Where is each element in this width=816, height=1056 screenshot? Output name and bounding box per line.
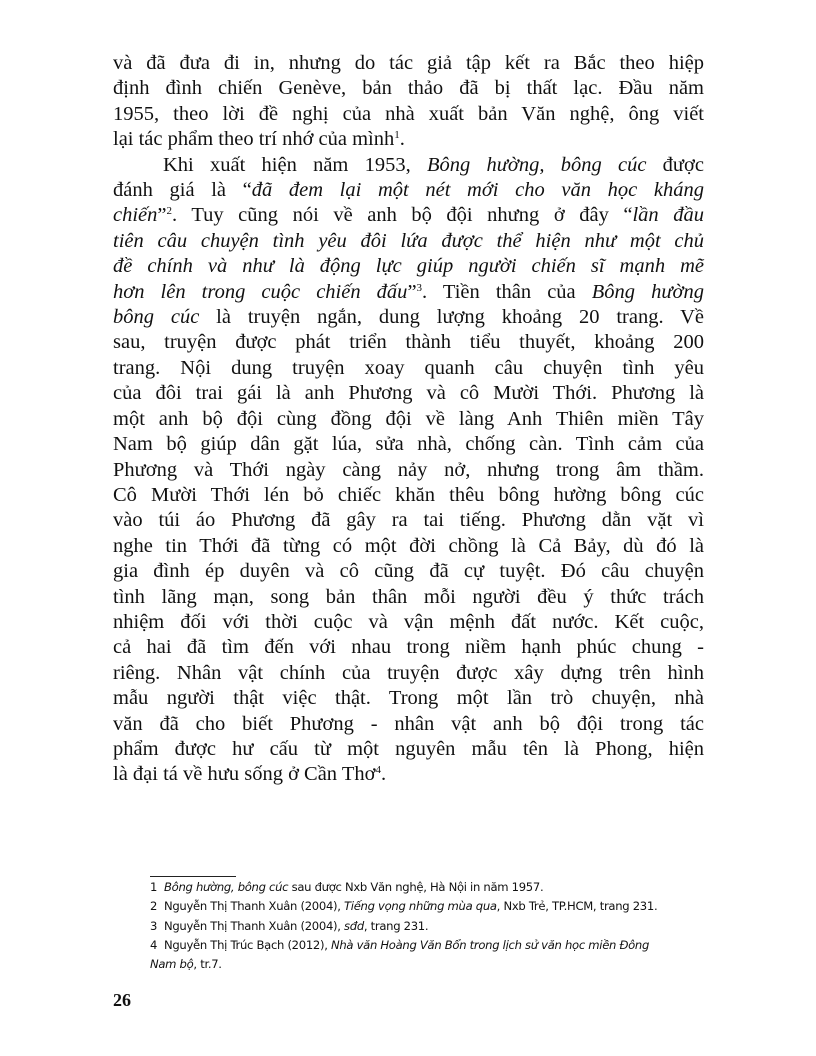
page-number: 26 xyxy=(113,990,131,1010)
text-run: Nam bộ giúp dân gặt lúa, sửa nhà, chống càn. Tình cảm của xyxy=(113,433,704,456)
text-run: định đình chiến Genève, bản thảo đã bị thất lạc. Đầu năm xyxy=(113,77,704,100)
footnote-ref[interactable]: 4 xyxy=(375,764,381,777)
text-run: riêng. Nhân vật chính của truyện được xây dựng trên hình xyxy=(113,661,704,684)
text-line xyxy=(113,280,704,305)
text-line xyxy=(113,381,704,406)
italic-text: đã đem lại một nét mới cho văn học kháng xyxy=(251,179,704,202)
text-run: trang. Nội dung truyện xoay quanh câu chuyện tình yêu xyxy=(113,356,704,379)
text-line xyxy=(113,127,704,152)
text-run: sau được Nxb Văn nghệ, Hà Nội in năm 1957. xyxy=(288,880,544,894)
italic-text: Tiếng vọng những mùa qua xyxy=(344,899,497,914)
body-text xyxy=(113,51,704,788)
text-line xyxy=(113,661,704,686)
text-run: sau, truyện được phát triển thành tiểu thuyết, khoảng 200 xyxy=(113,331,704,354)
text-run: Phương và Thới ngày càng nảy nở, nhưng trong âm thầm. xyxy=(113,458,704,481)
text-run: đánh giá là “ xyxy=(113,179,252,202)
text-run: nhiệm đối với thời cuộc và vận mệnh đất nước. Kết cuộc, xyxy=(113,610,704,633)
text-run: . xyxy=(380,763,387,786)
text-run: Nguyễn Thị Thanh Xuân (2004), xyxy=(164,899,345,914)
footnote xyxy=(150,897,710,916)
text-run: và đã đưa đi in, nhưng do tác giả tập kết ra Bắc theo hiệp xyxy=(113,52,704,74)
text-run: , Nxb Trẻ, TP.HCM, trang 231. xyxy=(496,899,658,914)
italic-text: Bông hường, bông cúc xyxy=(164,880,289,894)
footnote xyxy=(150,878,710,897)
text-run: , tr.7. xyxy=(193,957,222,972)
text-line xyxy=(113,356,704,381)
text-run: . Tiền thân của xyxy=(422,280,592,303)
text-run: Nguyễn Thị Thanh Xuân (2004), xyxy=(164,918,345,933)
text-run: mẫu người thật việc thật. Trong một lần trò chuyện, nhà xyxy=(113,687,704,710)
text-run: . xyxy=(399,128,405,151)
italic-text: lần đầu xyxy=(632,204,704,227)
text-line xyxy=(113,254,704,279)
italic-text: chiến xyxy=(113,204,158,227)
text-run: cả hai đã tìm đến với nhau trong niềm hạnh phúc chung - xyxy=(113,636,704,659)
text-run: được xyxy=(646,153,704,176)
text-line xyxy=(113,51,704,76)
text-run: phẩm được hư cấu từ một nguyên mẫu tên là Phong, hiện xyxy=(113,737,704,760)
text-run: Cô Mười Thới lén bỏ chiếc khăn thêu bông hường bông cúc xyxy=(113,483,704,506)
text-run: . Tuy cũng nói về anh bộ đội nhưng ở đây “ xyxy=(172,204,633,227)
text-line xyxy=(113,432,704,457)
footnote-ref[interactable]: 2 xyxy=(166,205,173,218)
footnote xyxy=(150,936,710,955)
text-line xyxy=(113,483,704,508)
text-line xyxy=(113,610,704,635)
text-run: là truyện ngắn, dung lượng khoảng 20 trang. Về xyxy=(199,306,704,329)
text-run: 1955, theo lời đề nghị của nhà xuất bản Văn nghệ, ông viết xyxy=(113,102,704,125)
text-run: của đôi trai gái là anh Phương và cô Mười Thới. Phương là xyxy=(113,382,704,405)
text-run: một anh bộ đội cùng đồng đội về làng Anh Thiên miền Tây xyxy=(113,407,704,430)
text-line xyxy=(113,458,704,483)
italic-text: sđd xyxy=(344,918,364,933)
text-line xyxy=(113,407,704,432)
text-run: là đại tá về hưu sống ở Cần Thơ xyxy=(113,763,376,786)
text-line xyxy=(113,559,704,584)
text-line xyxy=(113,76,704,101)
footnote xyxy=(150,955,710,974)
italic-text: đề chính và như là động lực giúp người chiến sĩ mạnh mẽ xyxy=(113,255,704,278)
footnote-number: 1 xyxy=(150,880,158,894)
footnote-number: 2 xyxy=(150,899,158,914)
italic-text: Nhà văn Hoàng Văn Bổn trong lịch sử văn học miền Đông xyxy=(330,937,650,952)
text-run: tình lãng mạn, song bản thân mỗi người đều ý thức trách xyxy=(113,585,704,608)
text-line xyxy=(113,762,704,787)
footnote-divider xyxy=(150,876,236,877)
text-run: ” xyxy=(157,204,167,227)
text-line xyxy=(113,203,704,228)
italic-text: Bông hường xyxy=(591,280,704,303)
footnote-number: 3 xyxy=(150,918,158,933)
footnote-ref[interactable]: 1 xyxy=(394,129,400,142)
text-run: văn đã cho biết Phương - nhân vật anh bộ đội trong tác xyxy=(113,712,704,735)
text-run: gia đình ép duyên và cô cũng đã cự tuyệt. Đó câu chuyện xyxy=(113,560,704,583)
text-line xyxy=(113,305,704,330)
text-line xyxy=(113,686,704,711)
footnote xyxy=(150,917,710,936)
footnotes xyxy=(150,878,710,974)
text-run: lại tác phẩm theo trí nhớ của mình xyxy=(113,128,395,151)
footnote-ref[interactable]: 3 xyxy=(416,281,423,294)
footnote-number: 4 xyxy=(150,937,158,952)
italic-text: bông cúc xyxy=(113,306,200,329)
text-line xyxy=(113,508,704,533)
text-line xyxy=(113,534,704,559)
text-run: nghe tin Thới đã từng có một đời chồng là Cả Bảy, dù đó là xyxy=(113,534,704,557)
text-line xyxy=(113,712,704,737)
italic-text: hơn lên trong cuộc chiến đấu xyxy=(113,280,408,303)
text-run: vào túi áo Phương đã gây ra tai tiếng. Phương dằn vặt vì xyxy=(113,509,704,532)
text-line xyxy=(113,635,704,660)
text-line xyxy=(113,153,704,178)
text-line xyxy=(113,102,704,127)
text-run: Khi xuất hiện năm 1953, xyxy=(163,153,427,176)
italic-text: tiên câu chuyện tình yêu đôi lứa được thể hiện như một chủ xyxy=(113,229,704,252)
text-run: , trang 231. xyxy=(363,918,429,933)
italic-text: Bông hường, bông cúc xyxy=(426,153,647,176)
text-line xyxy=(113,229,704,254)
text-run: ” xyxy=(407,280,417,303)
text-line xyxy=(113,585,704,610)
text-line xyxy=(113,737,704,762)
italic-text: Nam bộ xyxy=(150,957,194,972)
text-line xyxy=(113,178,704,203)
text-line xyxy=(113,330,704,355)
text-run: Nguyễn Thị Trúc Bạch (2012), xyxy=(164,937,331,952)
